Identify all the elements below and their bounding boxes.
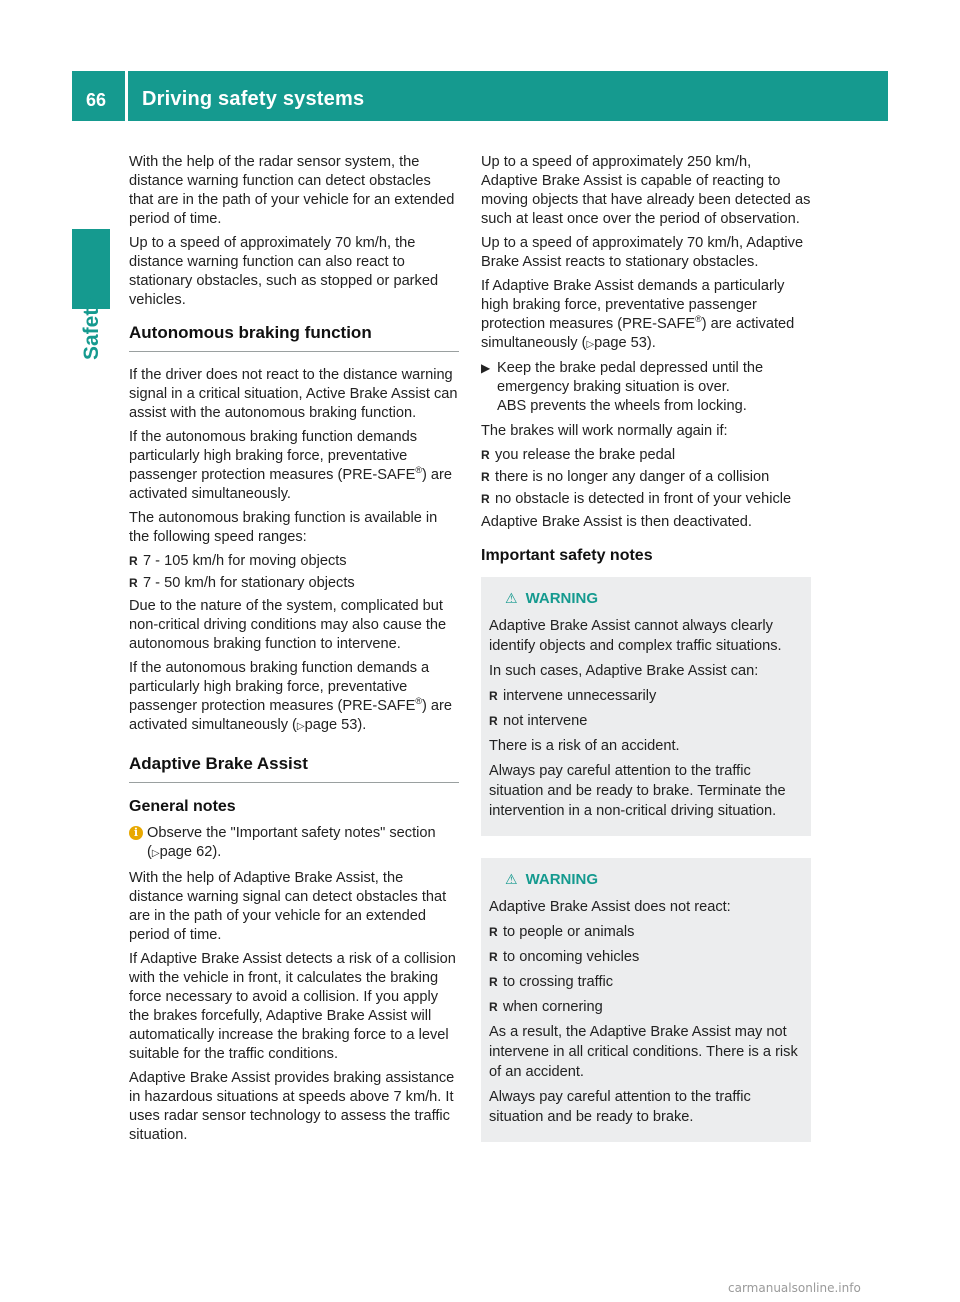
list-item: R to crossing traffic — [489, 972, 802, 992]
warning-title: WARNING — [525, 590, 599, 607]
aba-paragraph-1: With the help of Adaptive Brake Assist, the distance warning signal can detect obstacles that are in the path of your vehicle for an extended period of time. — [129, 870, 447, 943]
page-reference-link[interactable]: page 53). — [594, 335, 656, 351]
info-icon: i — [129, 826, 143, 840]
list-item: R to oncoming vehicles — [489, 947, 802, 967]
warning-text: Always pay careful attention to the traffic situation and be ready to brake. Terminate the intervention in a non-critical driving situation. — [489, 763, 786, 819]
info-note: i Observe the "Important safety notes" section (▷page 62). — [129, 824, 459, 863]
right-column — [481, 153, 811, 1164]
list-item: R no obstacle is detected in front of your vehicle — [481, 490, 811, 509]
warning-text: Adaptive Brake Assist does not react: — [489, 899, 731, 915]
warning-box-2 — [481, 858, 811, 1142]
right-paragraph-3: If Adaptive Brake Assist demands a particularly high braking force, preventative passenger protection measures (PRE-SAFE®) are activated simultaneously (▷page 53). — [481, 278, 795, 351]
aba-paragraph-3: Adaptive Brake Assist provides braking assistance in hazardous situations at speeds above 7 km/h. It uses radar sensor technology to assess the traffic situation. — [129, 1070, 455, 1143]
warning-triangle-icon: ⚠ — [505, 590, 518, 606]
autonomous-paragraph-2: If the autonomous braking function demands particularly high braking force, preventative passenger protection measures (PRE-SAFE®) are activated simultaneously. — [129, 429, 452, 502]
list-item: R there is no longer any danger of a collision — [481, 468, 811, 487]
page-number: 66 — [86, 90, 107, 110]
intro-paragraph-1: With the help of the radar sensor system, the distance warning function can detect obstacles that are in the path of your vehicle for an extended period of time. — [129, 154, 455, 227]
warning-list — [489, 686, 802, 731]
action-step-result: ABS prevents the wheels from locking. — [497, 398, 747, 414]
warning-text: Adaptive Brake Assist cannot always clearly identify objects and complex traffic situations. — [489, 618, 782, 654]
list-item: R when cornering — [489, 997, 802, 1017]
intro-paragraph-2: Up to a speed of approximately 70 km/h, the distance warning function can also react to stationary obstacles, such as stopped or parked vehicles. — [129, 235, 439, 308]
action-arrow-icon: ▶ — [481, 361, 491, 375]
autonomous-paragraph-3: The autonomous braking function is available in the following speed ranges: — [129, 510, 438, 545]
warning-triangle-icon: ⚠ — [505, 871, 518, 887]
side-tab-label: Safety — [80, 296, 103, 360]
important-safety-notes-heading: Important safety notes — [481, 547, 653, 564]
autonomous-paragraph-5: If the autonomous braking function demands a particularly high braking force, preventative passenger protection measures (PRE-SAFE®) are activated simultaneously (▷page 53). — [129, 660, 452, 733]
adaptive-brake-assist-heading: Adaptive Brake Assist — [129, 754, 459, 783]
registered-mark: ® — [415, 465, 422, 476]
autonomous-paragraph-4: Due to the nature of the system, complicated but non-critical driving conditions may also cause the autonomous braking function to intervene. — [129, 598, 447, 652]
list-item: R you release the brake pedal — [481, 446, 811, 465]
list-item: R intervene unnecessarily — [489, 686, 802, 706]
chapter-title: Driving safety systems — [142, 88, 365, 110]
autonomous-braking-heading: Autonomous braking function — [129, 323, 459, 352]
list-item: R 7 - 105 km/h for moving objects — [129, 552, 459, 571]
warning-text: There is a risk of an accident. — [489, 738, 680, 754]
brakes-normal-text: The brakes will work normally again if: — [481, 423, 728, 439]
page-reference-link[interactable]: page 53). — [304, 717, 367, 733]
aba-paragraph-2: If Adaptive Brake Assist detects a risk of a collision with the vehicle in front, it calculates the braking force necessary to avoid a collision. If you apply the brakes forcefully, Adaptive Brake Assist will automatically increase the braking force to a level suitable for the traffic conditions. — [129, 951, 456, 1062]
warning-text: As a result, the Adaptive Brake Assist may not intervene in all critical conditions. There is a risk of an accident. — [489, 1024, 798, 1080]
speed-range-list — [129, 552, 459, 593]
deactivated-text: Adaptive Brake Assist is then deactivated. — [481, 514, 752, 530]
warning-title: WARNING — [525, 871, 599, 888]
page-ref-arrow-icon: ▷ — [151, 848, 160, 859]
list-item: R to people or animals — [489, 922, 802, 942]
list-item: R not intervene — [489, 711, 802, 731]
action-step — [481, 359, 811, 416]
registered-mark: ® — [695, 314, 702, 325]
warning-list — [489, 922, 802, 1017]
page-reference-link[interactable]: page 62). — [159, 844, 222, 860]
action-step-text: Keep the brake pedal depressed until the emergency braking situation is over. — [497, 360, 764, 395]
registered-mark: ® — [415, 696, 422, 707]
right-paragraph-2: Up to a speed of approximately 70 km/h, Adaptive Brake Assist reacts to stationary obstacles. — [481, 235, 804, 270]
watermark: carmanualsonline.info — [728, 1281, 861, 1295]
left-column — [129, 153, 459, 1150]
autonomous-paragraph-1: If the driver does not react to the distance warning signal in a critical situation, Active Brake Assist can assist with the autonomous braking function. — [129, 367, 458, 421]
list-item: R 7 - 50 km/h for stationary objects — [129, 574, 459, 593]
right-paragraph-1: Up to a speed of approximately 250 km/h, Adaptive Brake Assist is capable of reacting to moving objects that have already been detected as such at least once over the period of observation. — [481, 154, 811, 227]
page-ref-arrow-icon: ▷ — [296, 721, 305, 732]
warning-text: In such cases, Adaptive Brake Assist can: — [489, 663, 759, 679]
normal-conditions-list — [481, 446, 811, 509]
page-header — [72, 71, 888, 121]
page-ref-arrow-icon: ▷ — [586, 339, 595, 350]
header-divider — [125, 71, 128, 121]
warning-box-1 — [481, 577, 811, 836]
general-notes-heading: General notes — [129, 798, 236, 815]
warning-text: Always pay careful attention to the traffic situation and be ready to brake. — [489, 1089, 751, 1125]
